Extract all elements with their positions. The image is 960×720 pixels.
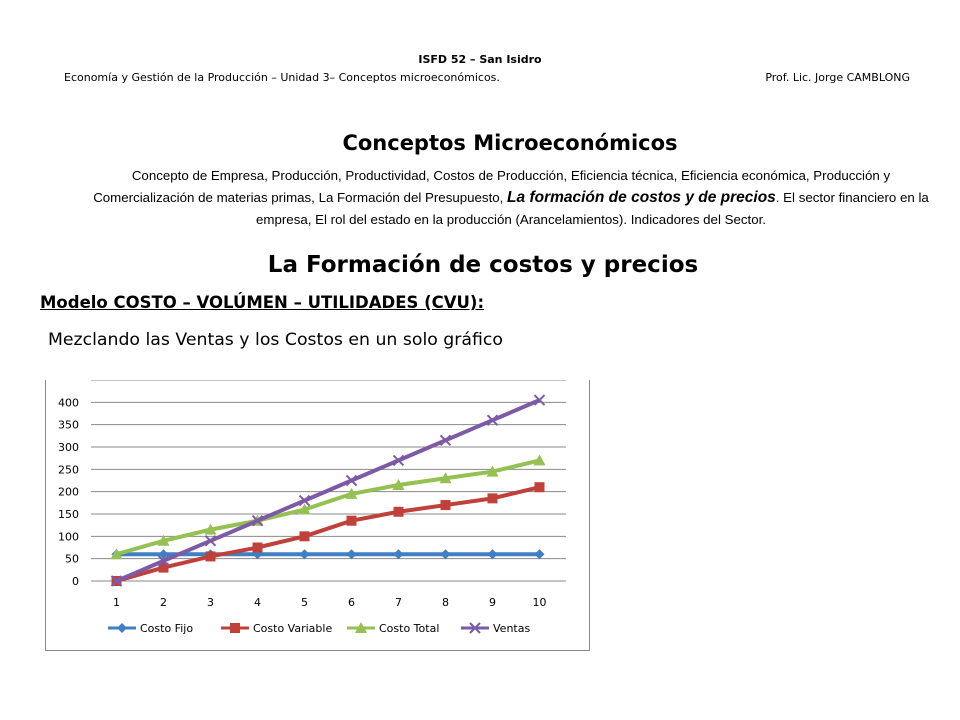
data-point <box>441 549 451 559</box>
cvu-chart <box>46 380 589 650</box>
legend-label: Costo Fijo <box>140 622 194 635</box>
y-tick-label: 300 <box>58 441 79 454</box>
y-tick-label: 400 <box>58 396 79 410</box>
data-point <box>394 507 404 517</box>
x-tick-label: 9 <box>489 596 496 609</box>
x-tick-label: 1 <box>113 596 120 609</box>
data-point <box>347 516 357 526</box>
data-point <box>488 549 498 559</box>
legend-label: Costo Variable <box>253 622 333 635</box>
y-tick-label: 200 <box>58 485 79 499</box>
data-point <box>441 500 451 510</box>
intro-text-2: . El sector financiero en la empresa, El rol del estado en la producción (Arancelamientos). Indicadores del Sector. <box>256 190 929 227</box>
intro-emphasis: La formación de costos y de precios <box>507 189 776 206</box>
data-point <box>300 531 310 541</box>
data-point <box>253 543 263 553</box>
y-tick-label: 250 <box>58 463 79 477</box>
data-point <box>535 549 545 559</box>
legend-label: Costo Total <box>379 622 440 635</box>
data-point <box>230 623 240 633</box>
x-tick-label: 4 <box>254 596 261 609</box>
y-tick-label: 50 <box>65 552 79 566</box>
page-title: Conceptos Microeconómicos <box>342 131 678 155</box>
model-heading: Modelo COSTO – VOLÚMEN – UTILIDADES (CVU): <box>40 293 485 312</box>
legend-label: Ventas <box>493 622 531 635</box>
intro-paragraph <box>86 165 936 231</box>
series-line <box>117 460 540 554</box>
y-tick-label: 100 <box>58 530 79 544</box>
y-tick-label: 150 <box>58 508 79 521</box>
x-tick-label: 6 <box>348 596 355 609</box>
chart-frame <box>45 380 590 651</box>
y-tick-label: 0 <box>72 575 79 588</box>
data-point <box>488 493 498 503</box>
header-professor: Prof. Lic. Jorge CAMBLONG <box>765 71 910 84</box>
data-point <box>300 549 310 559</box>
data-point <box>117 623 127 633</box>
x-tick-label: 8 <box>442 596 449 609</box>
x-tick-label: 5 <box>301 596 308 609</box>
header-institution: ISFD 52 – San Isidro <box>418 53 542 66</box>
section-title: La Formación de costos y precios <box>267 252 699 278</box>
header-course: Economía y Gestión de la Producción – Unidad 3– Conceptos microeconómicos. <box>64 71 500 84</box>
x-tick-label: 2 <box>160 596 167 609</box>
x-tick-label: 3 <box>207 596 214 609</box>
x-tick-label: 10 <box>532 596 547 609</box>
intro-text-1: Concepto de Empresa, Producción, Productividad, Costos de Producción, Eficiencia técnica, Eficiencia económica, Producción y Comercialización de materias primas, La Formación del Presupuesto, <box>93 168 891 205</box>
y-tick-label: 350 <box>58 418 79 432</box>
data-point <box>347 549 357 559</box>
data-point <box>394 549 404 559</box>
x-tick-label: 7 <box>395 596 402 609</box>
data-point <box>206 551 216 561</box>
mix-text: Mezclando las Ventas y los Costos en un solo gráfico <box>48 330 503 350</box>
data-point <box>535 482 545 492</box>
